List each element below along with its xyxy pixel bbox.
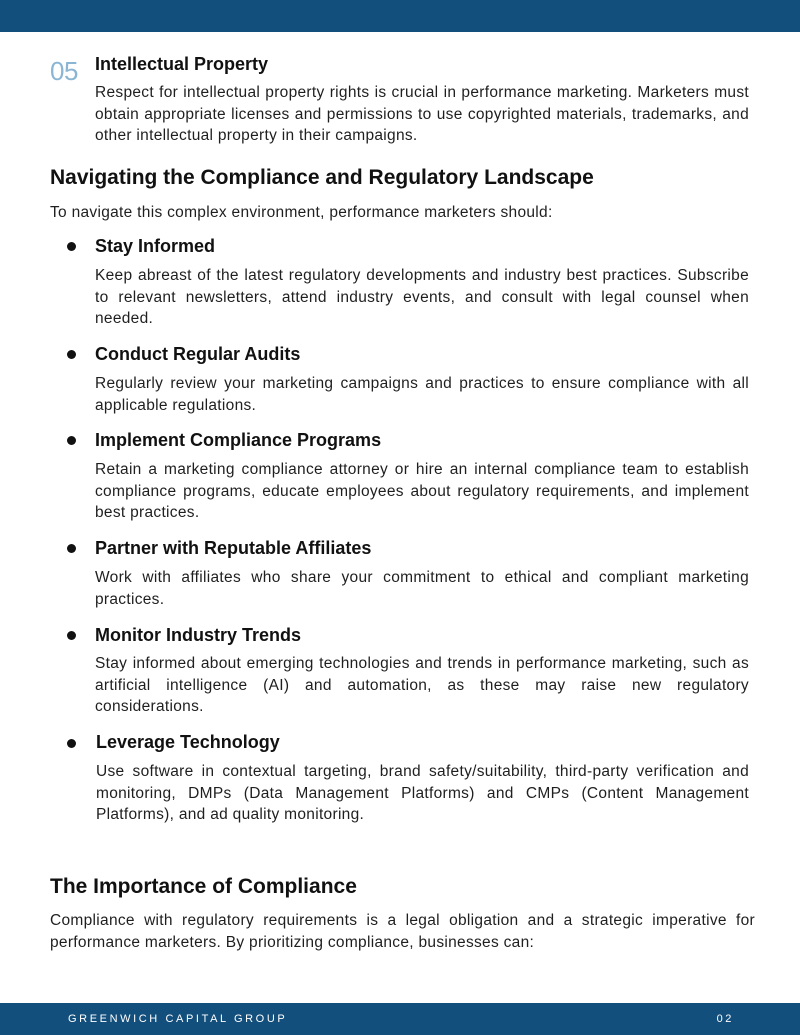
reputable-affiliates-body: Work with affiliates who share your commitment to ethical and compliant marketing practices. (95, 569, 749, 608)
bullet-icon (67, 350, 76, 359)
stay-informed-body: Keep abreast of the latest regulatory developments and industry best practices. Subscribe to relevant newsletters, attend industry events, and consult with legal counsel when needed. (95, 267, 749, 328)
footer-page-number: 02 (716, 1013, 734, 1025)
regular-audits-title: Conduct Regular Audits (95, 344, 301, 364)
intellectual-property-body: Respect for intellectual property rights is crucial in performance marketing. Marketers must obtain appropriate licenses and permissions to use copyrighted materials, trademarks, and other intellectual property in their campaigns. (95, 84, 749, 145)
bullet-icon (67, 436, 76, 445)
importance-heading: The Importance of Compliance (50, 875, 357, 898)
intellectual-property-title: Intellectual Property (95, 54, 269, 74)
industry-trends-title: Monitor Industry Trends (95, 625, 302, 645)
top-header-bar (0, 0, 800, 32)
footer-bar (0, 1003, 800, 1035)
navigating-heading: Navigating the Compliance and Regulatory Landscape (50, 166, 594, 189)
leverage-technology-body: Use software in contextual targeting, brand safety/suitability, third-party verification and monitoring, DMPs (Data Management Platforms) and CMPs (Content Management Platforms), and ad quality monitoring. (96, 763, 749, 824)
bullet-icon (67, 631, 76, 640)
bullet-icon (67, 544, 76, 553)
importance-body: Compliance with regulatory requirements is a legal obligation and a strategic imperative for performance marketers. By prioritizing compliance, businesses can: (50, 912, 755, 951)
industry-trends-body: Stay informed about emerging technologies and trends in performance marketing, such as artificial intelligence (AI) and automation, as these may raise new regulatory considerations. (95, 655, 749, 716)
bullet-icon (67, 242, 76, 251)
section-number: 05 (50, 56, 78, 86)
reputable-affiliates-title: Partner with Reputable Affiliates (95, 538, 372, 558)
compliance-programs-body: Retain a marketing compliance attorney or hire an internal compliance team to establish compliance programs, educate employees about regulatory requirements, and implement best practices. (95, 461, 749, 522)
leverage-technology-title: Leverage Technology (96, 732, 280, 752)
footer-company-name: GREENWICH CAPITAL GROUP (68, 1013, 288, 1025)
compliance-programs-title: Implement Compliance Programs (95, 430, 382, 450)
regular-audits-body: Regularly review your marketing campaigns and practices to ensure compliance with all applicable regulations. (95, 375, 749, 414)
bullet-icon (67, 739, 76, 748)
navigating-intro: To navigate this complex environment, performance marketers should: (50, 204, 553, 221)
stay-informed-title: Stay Informed (95, 236, 216, 256)
